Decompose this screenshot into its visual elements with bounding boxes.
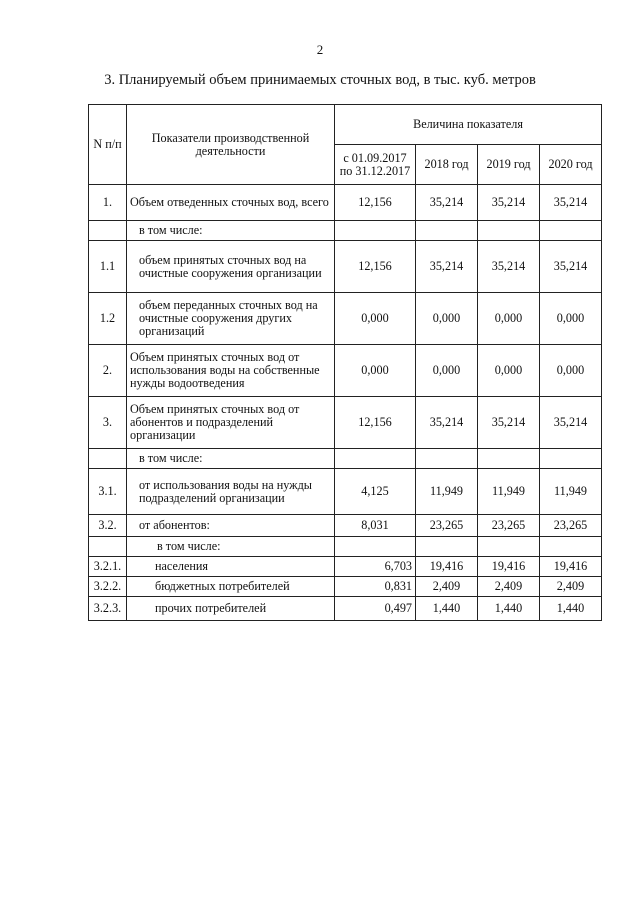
- row-value: [478, 537, 540, 557]
- wastewater-volume-table: [88, 104, 602, 621]
- header-period-2018: 2018 год: [416, 145, 478, 185]
- row-value: 12,156: [335, 241, 416, 293]
- row-num: 1.: [89, 185, 127, 221]
- row-value: 8,031: [335, 515, 416, 537]
- row-value: 6,703: [335, 557, 416, 577]
- row-value: 0,831: [335, 577, 416, 597]
- row-value: 19,416: [540, 557, 602, 577]
- table-row: [89, 449, 602, 469]
- row-num: 3.1.: [89, 469, 127, 515]
- row-num: 3.: [89, 397, 127, 449]
- row-value: 11,949: [478, 469, 540, 515]
- header-period-2017: с 01.09.2017 по 31.12.2017: [335, 145, 416, 185]
- row-value: 1,440: [416, 597, 478, 621]
- table-row: [89, 293, 602, 345]
- row-name: прочих потребителей: [127, 597, 335, 621]
- table-row: [89, 345, 602, 397]
- row-name: объем принятых сточных вод на очистные сооружения организации: [127, 241, 335, 293]
- row-value: 0,000: [478, 293, 540, 345]
- row-name: от абонентов:: [127, 515, 335, 537]
- row-value: 23,265: [416, 515, 478, 537]
- row-value: 35,214: [416, 185, 478, 221]
- row-value: 12,156: [335, 397, 416, 449]
- table-row: [89, 515, 602, 537]
- row-value: 35,214: [540, 397, 602, 449]
- row-value: [540, 537, 602, 557]
- row-name: объем переданных сточных вод на очистные сооружения других организаций: [127, 293, 335, 345]
- header-indicator: Показатели производственной деятельности: [127, 105, 335, 185]
- table-row: [89, 577, 602, 597]
- row-num: 3.2.2.: [89, 577, 127, 597]
- header-num: N п/п: [89, 105, 127, 185]
- row-value: 11,949: [416, 469, 478, 515]
- row-name: в том числе:: [127, 537, 335, 557]
- table-row: [89, 557, 602, 577]
- row-value: [416, 221, 478, 241]
- table-title: 3. Планируемый объем принимаемых сточных вод, в тыс. куб. метров: [104, 72, 536, 88]
- table-row: [89, 221, 602, 241]
- row-value: 35,214: [478, 185, 540, 221]
- row-value: 11,949: [540, 469, 602, 515]
- table-row: [89, 241, 602, 293]
- row-num: [89, 221, 127, 241]
- row-value: 35,214: [416, 241, 478, 293]
- table-row: [89, 597, 602, 621]
- row-num: 3.2.: [89, 515, 127, 537]
- row-value: 0,000: [540, 345, 602, 397]
- row-value: 0,000: [335, 293, 416, 345]
- row-num: [89, 449, 127, 469]
- table-row: [89, 397, 602, 449]
- row-value: 0,497: [335, 597, 416, 621]
- row-value: 12,156: [335, 185, 416, 221]
- row-value: 2,409: [478, 577, 540, 597]
- row-name: населения: [127, 557, 335, 577]
- row-name: в том числе:: [127, 449, 335, 469]
- row-name: от использования воды на нужды подразделений организации: [127, 469, 335, 515]
- row-value: 19,416: [416, 557, 478, 577]
- row-value: 4,125: [335, 469, 416, 515]
- row-value: 0,000: [540, 293, 602, 345]
- row-value: 35,214: [540, 241, 602, 293]
- row-num: [89, 537, 127, 557]
- row-value: 35,214: [478, 241, 540, 293]
- row-num: 3.2.3.: [89, 597, 127, 621]
- row-value: 1,440: [478, 597, 540, 621]
- row-num: 1.1: [89, 241, 127, 293]
- row-value: [478, 449, 540, 469]
- row-value: 35,214: [416, 397, 478, 449]
- row-name: Объем принятых сточных вод от абонентов и подразделений организации: [127, 397, 335, 449]
- row-value: 19,416: [478, 557, 540, 577]
- table-row: [89, 469, 602, 515]
- row-value: 1,440: [540, 597, 602, 621]
- row-name: бюджетных потребителей: [127, 577, 335, 597]
- row-value: 23,265: [540, 515, 602, 537]
- row-num: 2.: [89, 345, 127, 397]
- row-value: [540, 221, 602, 241]
- row-value: 0,000: [416, 293, 478, 345]
- row-value: 0,000: [335, 345, 416, 397]
- row-name: Объем отведенных сточных вод, всего: [127, 185, 335, 221]
- row-value: 35,214: [478, 397, 540, 449]
- header-period-2020: 2020 год: [540, 145, 602, 185]
- row-value: 35,214: [540, 185, 602, 221]
- row-name: в том числе:: [127, 221, 335, 241]
- header-value-group: Величина показателя: [335, 105, 602, 145]
- row-value: [416, 537, 478, 557]
- row-value: [416, 449, 478, 469]
- row-value: [335, 537, 416, 557]
- table-row: [89, 185, 602, 221]
- row-value: [335, 449, 416, 469]
- row-num: 1.2: [89, 293, 127, 345]
- row-value: 0,000: [416, 345, 478, 397]
- row-value: [335, 221, 416, 241]
- row-name: Объем принятых сточных вод от использования воды на собственные нужды водоотведения: [127, 345, 335, 397]
- row-value: [478, 221, 540, 241]
- row-value: 0,000: [478, 345, 540, 397]
- row-value: 23,265: [478, 515, 540, 537]
- row-num: 3.2.1.: [89, 557, 127, 577]
- row-value: 2,409: [540, 577, 602, 597]
- row-value: [540, 449, 602, 469]
- page-number: 2: [316, 42, 324, 57]
- header-period-2019: 2019 год: [478, 145, 540, 185]
- table-row: [89, 537, 602, 557]
- row-value: 2,409: [416, 577, 478, 597]
